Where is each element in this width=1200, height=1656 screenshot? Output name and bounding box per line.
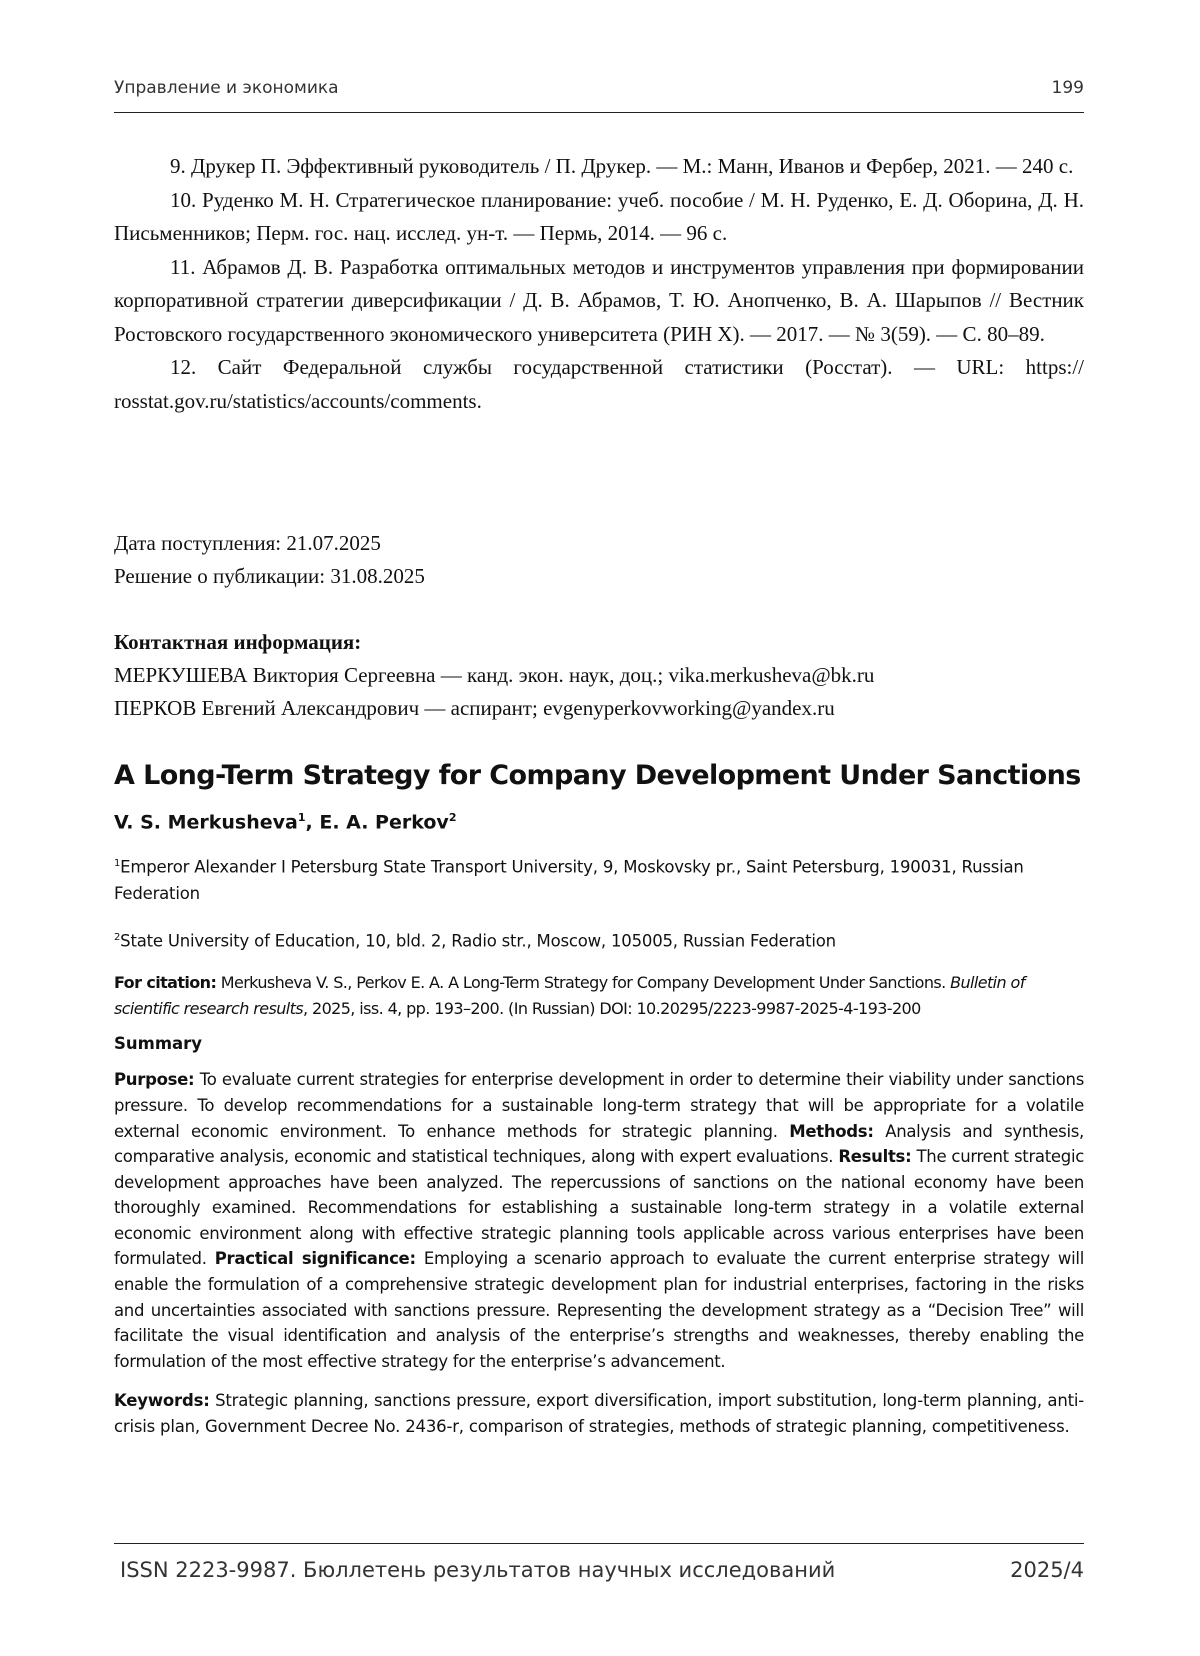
section-title: Управление и экономика <box>114 78 339 98</box>
journal-issn: ISSN 2223-9987. Бюллетень результатов научных исследований <box>120 1558 836 1582</box>
purpose-label: Purpose: <box>114 1070 195 1090</box>
contact-info-title: Контактная информация: <box>114 630 362 654</box>
author-name: V. S. Merkusheva <box>114 811 298 834</box>
keywords-label: Keywords: <box>114 1391 210 1411</box>
citation-label: For citation: <box>114 973 217 993</box>
purpose-text: To evaluate current strategies for enterprise development in order to determine their viability under sanctions pressure. To develop recommendations for a sustainable long-term strategy that will be appropriate for a volatile external economic environment. To enhance methods for strategic planning. <box>114 1070 1084 1141</box>
issue-number: 2025/4 <box>1010 1558 1084 1582</box>
reference-list <box>114 150 1084 418</box>
article-dates <box>114 527 1084 593</box>
citation-journal: Bulletin of scientific research results <box>114 973 1025 1019</box>
contact-author-1: МЕРКУШЕВА Виктория Сергеевна — канд. экон. наук, доц.; vika.merkusheva@bk.ru <box>114 663 875 687</box>
methods-text: Analysis and synthesis, comparative analysis, economic and statistical techniques, along with expert evaluations. <box>114 1121 1084 1167</box>
english-authors <box>114 811 1084 833</box>
results-text: The current strategic development approaches have been analyzed. The repercussions of sanctions on the national economy have been thoroughly examined. Recommendations for establishing a sustainable long-term strategy in a volatile external economic environment along with effective strategic planning tools applicable across various enterprises have been formulated. <box>114 1147 1084 1269</box>
affiliation-text: Emperor Alexander I Petersburg State Transport University, 9, Moskovsky pr., Saint Petersburg, 190031, Russian Federation <box>114 857 1024 903</box>
summary-heading: Summary <box>114 1034 203 1054</box>
summary-text <box>114 1067 1084 1374</box>
citation-text: , 2025, iss. 4, pp. 193–200. (In Russian) DOI: 10.20295/2223-9987-2025-4-193-200 <box>303 999 921 1019</box>
english-abstract <box>114 760 1084 1440</box>
page-footer <box>114 1543 1084 1584</box>
citation-text: Merkusheva V. S., Perkov E. A. A Long-Term Strategy for Company Development Under Sanctions. <box>216 973 951 993</box>
keywords-text: Strategic planning, sanctions pressure, export diversification, import substitution, long-term planning, anti-crisis plan, Government Decree No. 2436-r, comparison of strategies, methods of strategic planning, competitiveness. <box>114 1391 1084 1437</box>
running-head <box>114 76 1084 113</box>
reference-item: 12. Сайт Федеральной службы государственной статистики (Росстат). — URL: https:// rosstat.gov.ru/statistics/accounts/comments. <box>114 355 1084 413</box>
author-affiliation-mark: 2 <box>448 811 457 824</box>
affiliation-1 <box>114 851 1084 907</box>
author-affiliation-mark: 1 <box>297 811 306 824</box>
author-separator: , <box>305 811 320 834</box>
practical-significance-text: Employing a scenario approach to evaluate the current enterprise strategy will enable the formulation of a comprehensive strategic development plan for industrial enterprises, factoring in the risks and uncertainties associated with sanctions pressure. Representing the development strategy as a “Decision Tree” will facilitate the visual identification and analysis of the enterprise’s strengths and weaknesses, thereby enabling the formulation of the most effective strategy for the enterprise’s advancement. <box>114 1249 1084 1371</box>
contact-author-2: ПЕРКОВ Евгений Александрович — аспирант; evgenyperkovworking@yandex.ru <box>114 696 835 720</box>
reference-item: 9. Друкер П. Эффективный руководитель / П. Друкер. — М.: Манн, Иванов и Фербер, 2021. — 240 с. <box>170 154 1074 178</box>
english-title: A Long-Term Strategy for Company Development Under Sanctions <box>114 760 1081 791</box>
affiliation-mark: 2 <box>114 931 121 943</box>
results-label: Results: <box>838 1147 912 1167</box>
page-number: 199 <box>1051 78 1084 98</box>
keywords <box>114 1388 1084 1439</box>
received-date: Дата поступления: 21.07.2025 <box>114 531 381 555</box>
citation <box>114 970 1084 1022</box>
affiliation-text: State University of Education, 10, bld. 2, Radio str., Moscow, 105005, Russian Federation <box>120 931 836 951</box>
affiliation-mark: 1 <box>114 858 121 870</box>
reference-item: 10. Руденко М. Н. Стратегическое планирование: учеб. пособие / М. Н. Руденко, Е. Д. Оборина, Д. Н. Письменников; Перм. гос. нац. исслед. ун-т. — Пермь, 2014. — 96 с. <box>114 187 1084 245</box>
accepted-date: Решение о публикации: 31.08.2025 <box>114 564 425 588</box>
methods-label: Methods: <box>789 1121 874 1141</box>
reference-item: 11. Абрамов Д. В. Разработка оптимальных методов и инструментов управления при формировании корпоративной стратегии диверсификации / Д. В. Абрамов, Т. Ю. Анопченко, В. А. Шарыпов // Вестник Ростовского государственного экономического университета (РИН Х). — 2017. — № 3(59). — С. 80–89. <box>114 254 1084 346</box>
affiliation-2 <box>114 925 1084 955</box>
author-name: E. A. Perkov <box>319 811 449 834</box>
contact-info <box>114 626 1084 725</box>
practical-significance-label: Practical significance: <box>214 1249 416 1269</box>
